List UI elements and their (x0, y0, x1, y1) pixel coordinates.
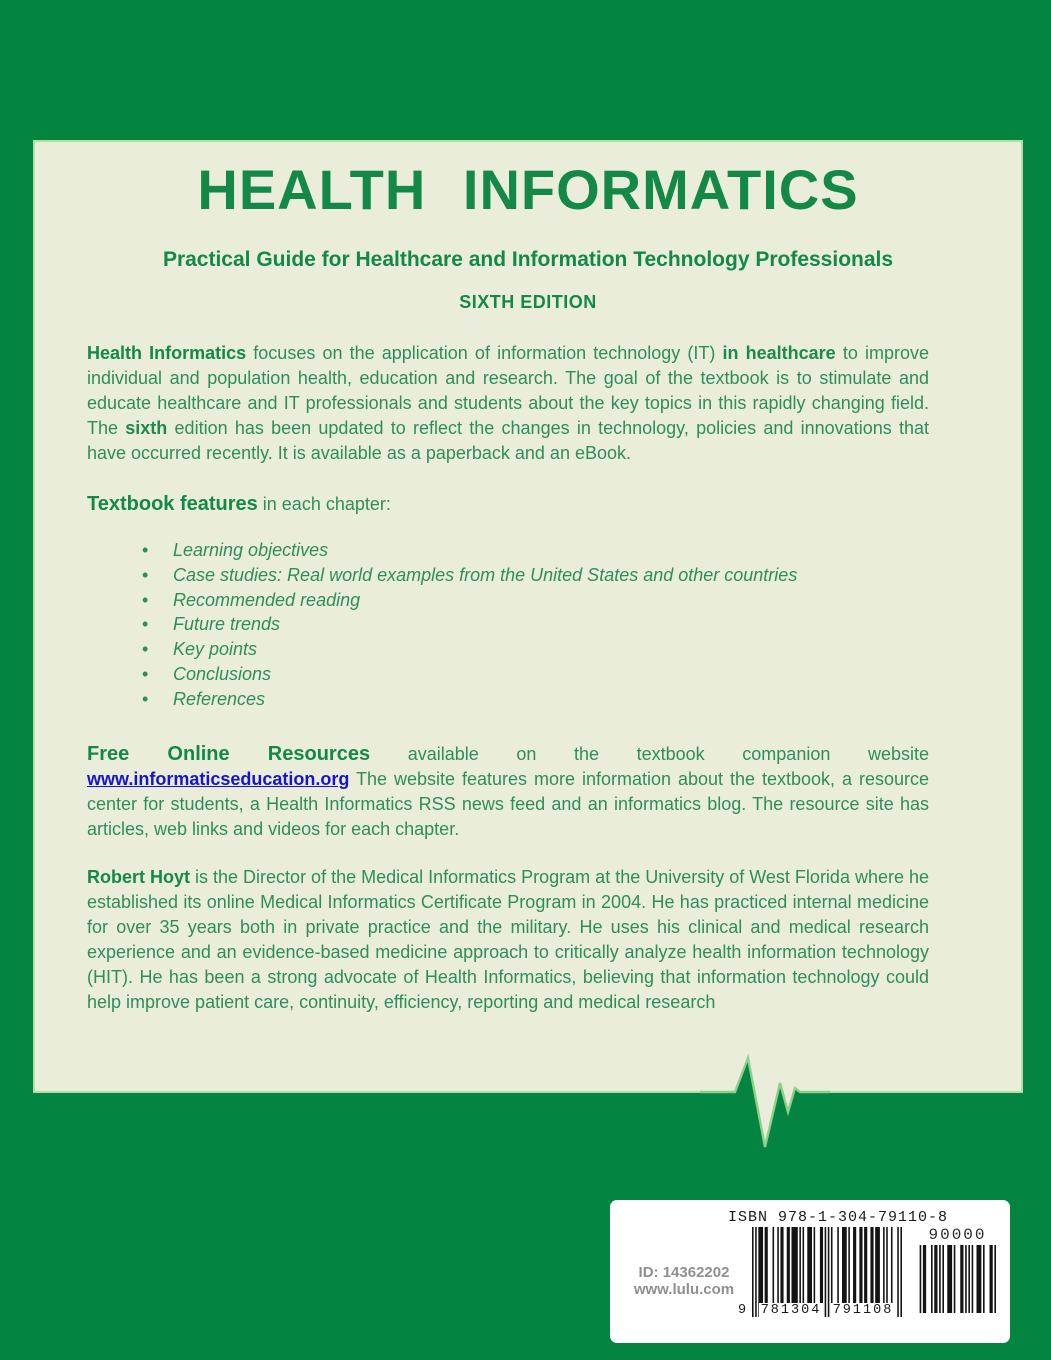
feature-item-label: Conclusions (173, 663, 272, 684)
resources-text-1: available on the textbook companion website (370, 744, 929, 764)
feature-item (142, 662, 797, 687)
feature-item-label: Learning objectives (173, 540, 329, 560)
resources-text-2: The website features more information about the textbook, a resource center for students, a Health Informatics RSS news feed and an informatics blog. The resource site has articles, web links and videos for each chapter. (87, 769, 929, 839)
resources-paragraph (87, 742, 929, 842)
features-list (142, 538, 797, 712)
bullet-icon: • (142, 540, 149, 560)
barcode-digit-group-1: 781304 (760, 1303, 822, 1318)
about-paragraph (87, 341, 929, 466)
feature-item (142, 538, 797, 563)
supplement-number: 90000 (928, 1226, 987, 1244)
barcode-panel (610, 1200, 1010, 1343)
about-lead: Health Informatics (87, 343, 247, 363)
barcode-digit-left: 9 (738, 1303, 747, 1318)
feature-item (142, 563, 797, 588)
bullet-icon: • (142, 663, 149, 684)
ekg-heartbeat-icon (700, 1040, 830, 1160)
publisher-id-block (618, 1264, 750, 1298)
feature-item-label: Case studies: Real world examples from the United States and other countries (173, 564, 798, 585)
bullet-icon: • (142, 564, 149, 585)
about-text-2: to improve individual and population health, education and research. The goal of the textbook is to stimulate and educate healthcare and IT professionals and students about the key topics in this rapidly changing field. The (87, 343, 929, 438)
publisher-site: www.lulu.com (633, 1281, 735, 1298)
publisher-id: ID: 14362202 (638, 1264, 730, 1281)
author-paragraph (87, 865, 929, 1015)
companion-website-link[interactable]: www.informaticseducation.org (87, 769, 350, 789)
bullet-icon: • (142, 589, 149, 610)
bullet-icon: • (142, 614, 149, 635)
resources-heading: Free Online Resources (87, 743, 371, 765)
feature-item (142, 637, 797, 662)
book-title: HEALTH INFORMATICS (197, 158, 859, 221)
about-bold-sixth: sixth (125, 418, 168, 438)
feature-item-label: Recommended reading (173, 589, 361, 610)
author-bio-text: is the Director of the Medical Informatics Program at the University of West Florida where he established its online Medical Informatics Certificate Program in 2004. He has practiced internal medicine for over 35 years both in private practice and the military. He uses his clinical and medical research experience and an evidence-based medicine approach to critically analyze health information technology (HIT). He has been a strong advocate of Health Informatics, believing that information technology could help improve patient care, continuity, efficiency, reporting and medical research (87, 867, 930, 1012)
book-subtitle: Practical Guide for Healthcare and Information Technology Professionals (162, 248, 894, 271)
barcode-digits (738, 1303, 902, 1319)
barcode-digit-group-2: 791108 (832, 1303, 894, 1318)
feature-item-label: References (173, 688, 266, 709)
feature-item (142, 588, 797, 613)
edition-label: SIXTH EDITION (459, 292, 597, 312)
feature-item (142, 612, 797, 637)
about-bold-healthcare: in healthcare (722, 343, 836, 363)
author-name: Robert Hoyt (87, 867, 191, 887)
features-heading-suffix: in each chapter: (257, 494, 391, 514)
feature-item-label: Future trends (173, 614, 281, 635)
ean5-supplement-barcode (918, 1245, 996, 1313)
bullet-icon: • (142, 639, 149, 660)
feature-item (142, 687, 797, 712)
cover-text-panel (33, 140, 1023, 1093)
feature-item-label: Key points (173, 639, 258, 660)
features-heading: Textbook features (87, 493, 258, 515)
bullet-icon: • (142, 688, 149, 709)
isbn-label: ISBN 978-1-304-79110-8 (728, 1209, 949, 1226)
about-text-1: focuses on the application of information technology (IT) (246, 343, 723, 363)
about-text-3: edition has been updated to reflect the changes in technology, policies and innovations that have occurred recently. It is available as a paperback and an eBook. (87, 418, 929, 463)
features-heading-line (87, 492, 929, 517)
